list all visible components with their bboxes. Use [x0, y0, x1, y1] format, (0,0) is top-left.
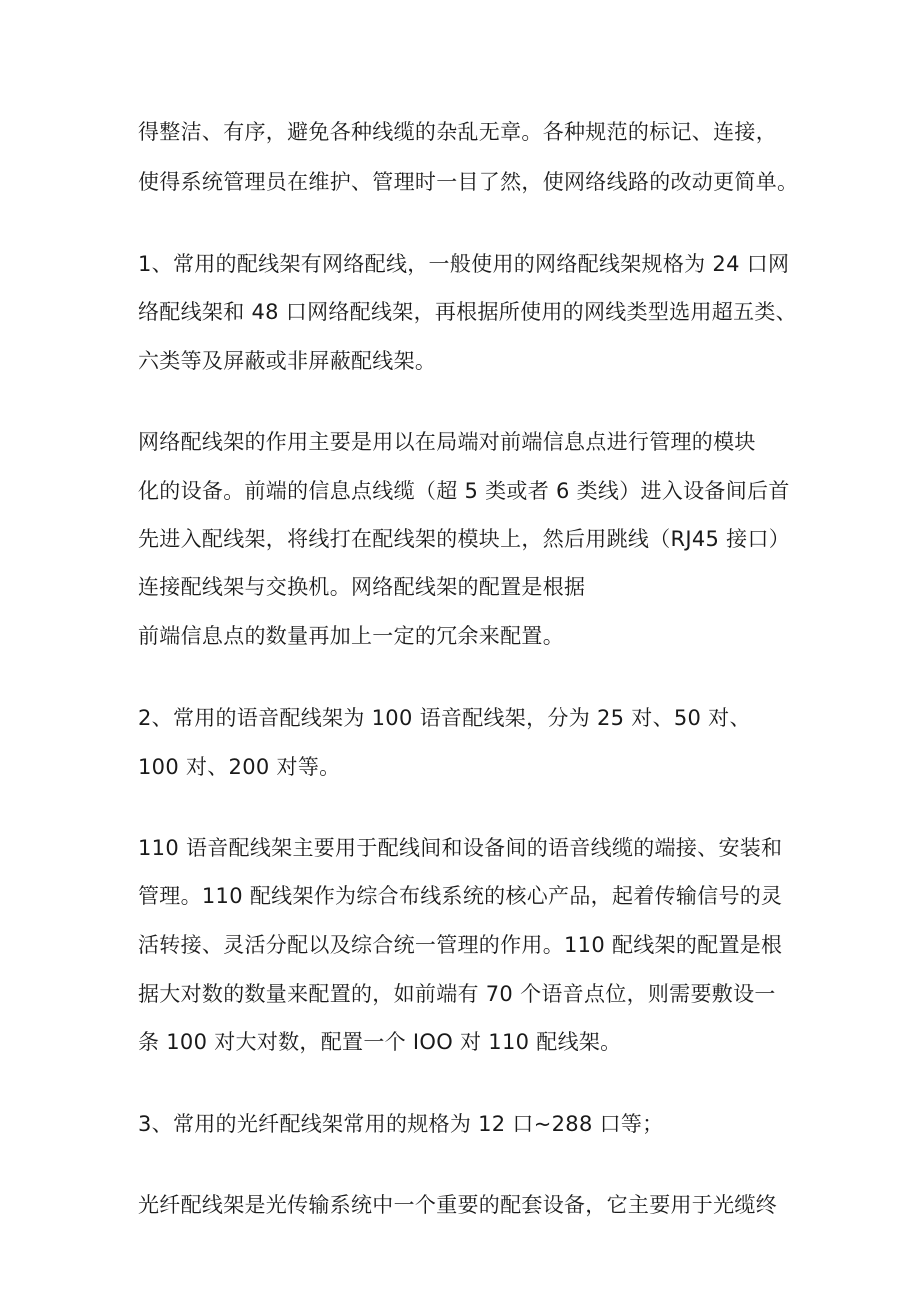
text-line: 化的设备。前端的信息点线缆（超 5 类或者 6 类线）进入设备间后首	[138, 479, 790, 503]
text-line: 1、常用的配线架有网络配线，一般使用的网络配线架规格为 24 口网	[138, 252, 790, 276]
text-line: 活转接、灵活分配以及综合统一管理的作用。110 配线架的配置是根	[138, 933, 783, 957]
text-line: 连接配线架与交换机。网络配线架的配置是根据	[138, 575, 586, 599]
text-line: 条 100 对大对数，配置一个 IOO 对 110 配线架。	[138, 1030, 622, 1054]
text-line: 络配线架和 48 口网络配线架，再根据所使用的网线类型选用超五类、	[138, 300, 797, 324]
text-line: 先进入配线架，将线打在配线架的模块上，然后用跳线（RJ45 接口）	[138, 527, 791, 551]
text-line: 2、常用的语音配线架为 100 语音配线架，分为 25 对、50 对、	[138, 706, 751, 730]
text-line: 网络配线架的作用主要是用以在局端对前端信息点进行管理的模块	[138, 430, 756, 454]
text-line: 得整洁、有序，避免各种线缆的杂乱无章。各种规范的标记、连接，	[138, 120, 777, 144]
text-line: 前端信息点的数量再加上一定的冗余来配置。	[138, 624, 564, 648]
text-line: 六类等及屏蔽或非屏蔽配线架。	[138, 349, 437, 373]
text-line: 3、常用的光纤配线架常用的规格为 12 口~288 口等；	[138, 1112, 664, 1136]
text-line: 据大对数的数量来配置的，如前端有 70 个语音点位，则需要敷设一	[138, 982, 776, 1006]
text-line: 使得系统管理员在维护、管理时一目了然，使网络线路的改动更简单。	[138, 170, 799, 194]
text-line: 110 语音配线架主要用于配线间和设备间的语音线缆的端接、安装和	[138, 836, 783, 860]
text-line: 管理。110 配线架作为综合布线系统的核心产品，起着传输信号的灵	[138, 884, 783, 908]
text-line: 100 对、200 对等。	[138, 755, 341, 779]
text-line: 光纤配线架是光传输系统中一个重要的配套设备，它主要用于光缆终	[138, 1193, 777, 1217]
